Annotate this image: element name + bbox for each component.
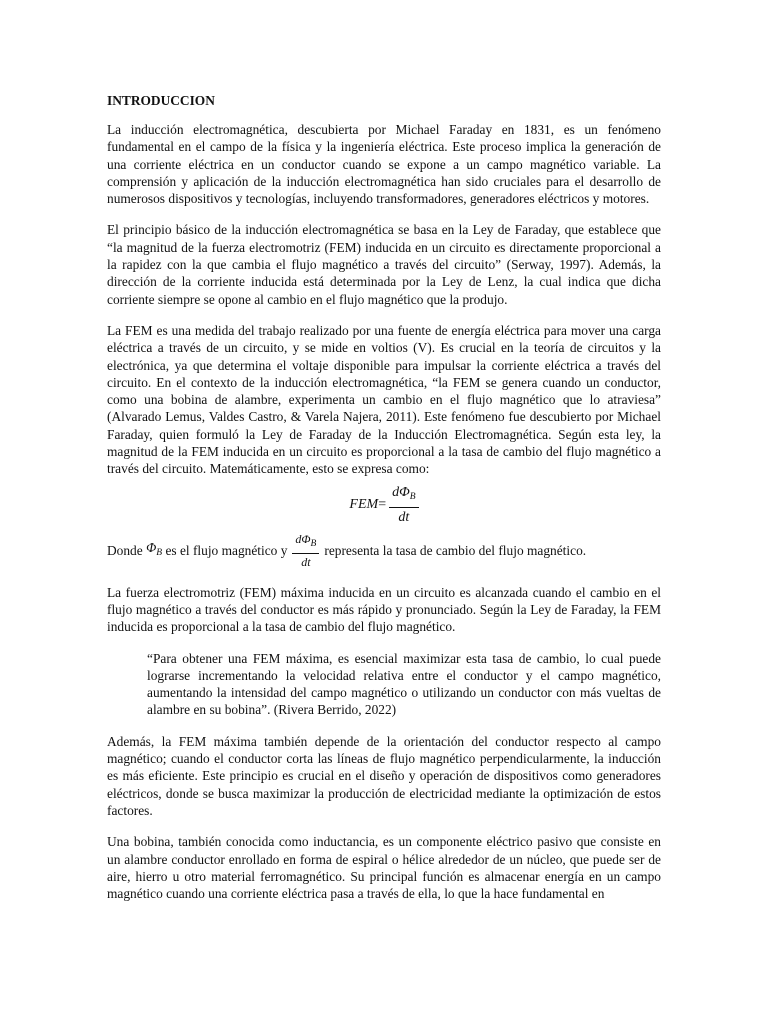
document-body <box>107 92 661 916</box>
section-heading: INTRODUCCION <box>107 93 215 108</box>
flux-symbol: $\Phi_B$ <box>146 539 163 558</box>
equation-fraction <box>389 484 418 526</box>
paragraph-intro: La inducción electromagnética, descubierta por Michael Faraday en 1831, es un fenómeno fundamental en el campo de la física y la ingeniería eléctrica. Este proceso implica la generación de una corriente eléctrica en un conductor cuando se expone a un campo magnético variable. La comprensión y aplicación de la inducción electromagnética han sido cruciales para el desarrollo de numerosos dispositivos y tecnologías, incluyendo transformadores, generadores eléctricos y motores. <box>107 122 661 207</box>
inline-fraction: $\frac{d\Phi_B}{dt}$ <box>292 532 319 570</box>
block-quote: “Para obtener una FEM máxima, es esencial maximizar esta tasa de cambio, lo cual puede lograrse incrementando la velocidad relativa entre el conductor y el campo magnético, aumentando la intensidad del campo magnético o utilizando un conductor con más vueltas de alambre en su bobina”. (Rivera Berrido, 2022) <box>147 650 661 718</box>
paragraph-fem-max: La fuerza electromotriz (FEM) máxima inducida en un circuito es alcanzada cuando el cambio en el flujo magnético a través del conductor es más rápido y pronunciado. Según la Ley de Faraday, la FEM inducida es proporcional a la tasa de cambio del flujo magnético. <box>107 584 661 635</box>
equation-fem <box>107 484 661 526</box>
equation-denominator: dt <box>398 509 410 525</box>
equation-lhs: FEM <box>349 496 379 512</box>
paragraph-fem-definition: La FEM es una medida del trabajo realizado por una fuente de energía eléctrica para mover una carga eléctrica a través de un circuito, y se mide en voltios (V). Es crucial en la teoría de circuitos y la electrónica, ya que determina el voltaje disponible para impulsar la corriente eléctrica a través del circuito. En el contexto de la inducción electromagnética, “la FEM se genera cuando un conductor, como una bobina de alambre, experimenta un cambio en el flujo magnético que lo atraviesa” (Alvarado Lemus, Valdes Castro, & Varela Najera, 2011). Este fenómeno fue descubierto por Michael Faraday, quien formuló la Ley de Faraday de la Inducción Electromagnética. Según esta ley, la magnitud de la FEM inducida en un circuito es proporcional a la tasa de cambio del flujo magnético a través del circuito. Matemáticamente, esto se expresa como: <box>107 322 661 477</box>
paragraph-donde: Donde $\Phi_B$ es el flujo magnético y $\frac{d\Phi_B}{dt}$ representa la tasa de cambio del flujo magnético. <box>107 531 587 569</box>
equation-equals: = <box>378 496 387 512</box>
paragraph-faraday-law: El principio básico de la inducción electromagnética se basa en la Ley de Faraday, que establece que “la magnitud de la fuerza electromotriz (FEM) inducida en un circuito es directamente proporcional a la rapidez con la que cambia el flujo magnético a través del circuito” (Serway, 1997). Además, la dirección de la corriente inducida está determinada por la Ley de Lenz, la cual indica que dicha corriente siempre se opone al cambio en el flujo magnético que la produjo. <box>107 222 661 307</box>
equation-numerator: $d\Phi_B$ <box>389 484 418 508</box>
paragraph-bobina: Una bobina, también conocida como inductancia, es un componente eléctrico pasivo que consiste en un alambre conductor enrollado en forma de espiral o hélice alrededor de un núcleo, que puede ser de aire, hierro u otro material ferromagnético. Su principal función es almacenar energía en un campo magnético cuando una corriente eléctrica pasa a través de ella, lo que la hace fundamental en <box>107 834 661 902</box>
paragraph-orientation: Además, la FEM máxima también depende de la orientación del conductor respecto al campo magnético; cuando el conductor corta las líneas de flujo magnético perpendicularmente, la inducción es más eficiente. Este principio es crucial en el diseño y operación de dispositivos como generadores eléctricos, donde se busca maximizar la producción de electricidad mediante la optimización de estos factores. <box>107 733 661 818</box>
